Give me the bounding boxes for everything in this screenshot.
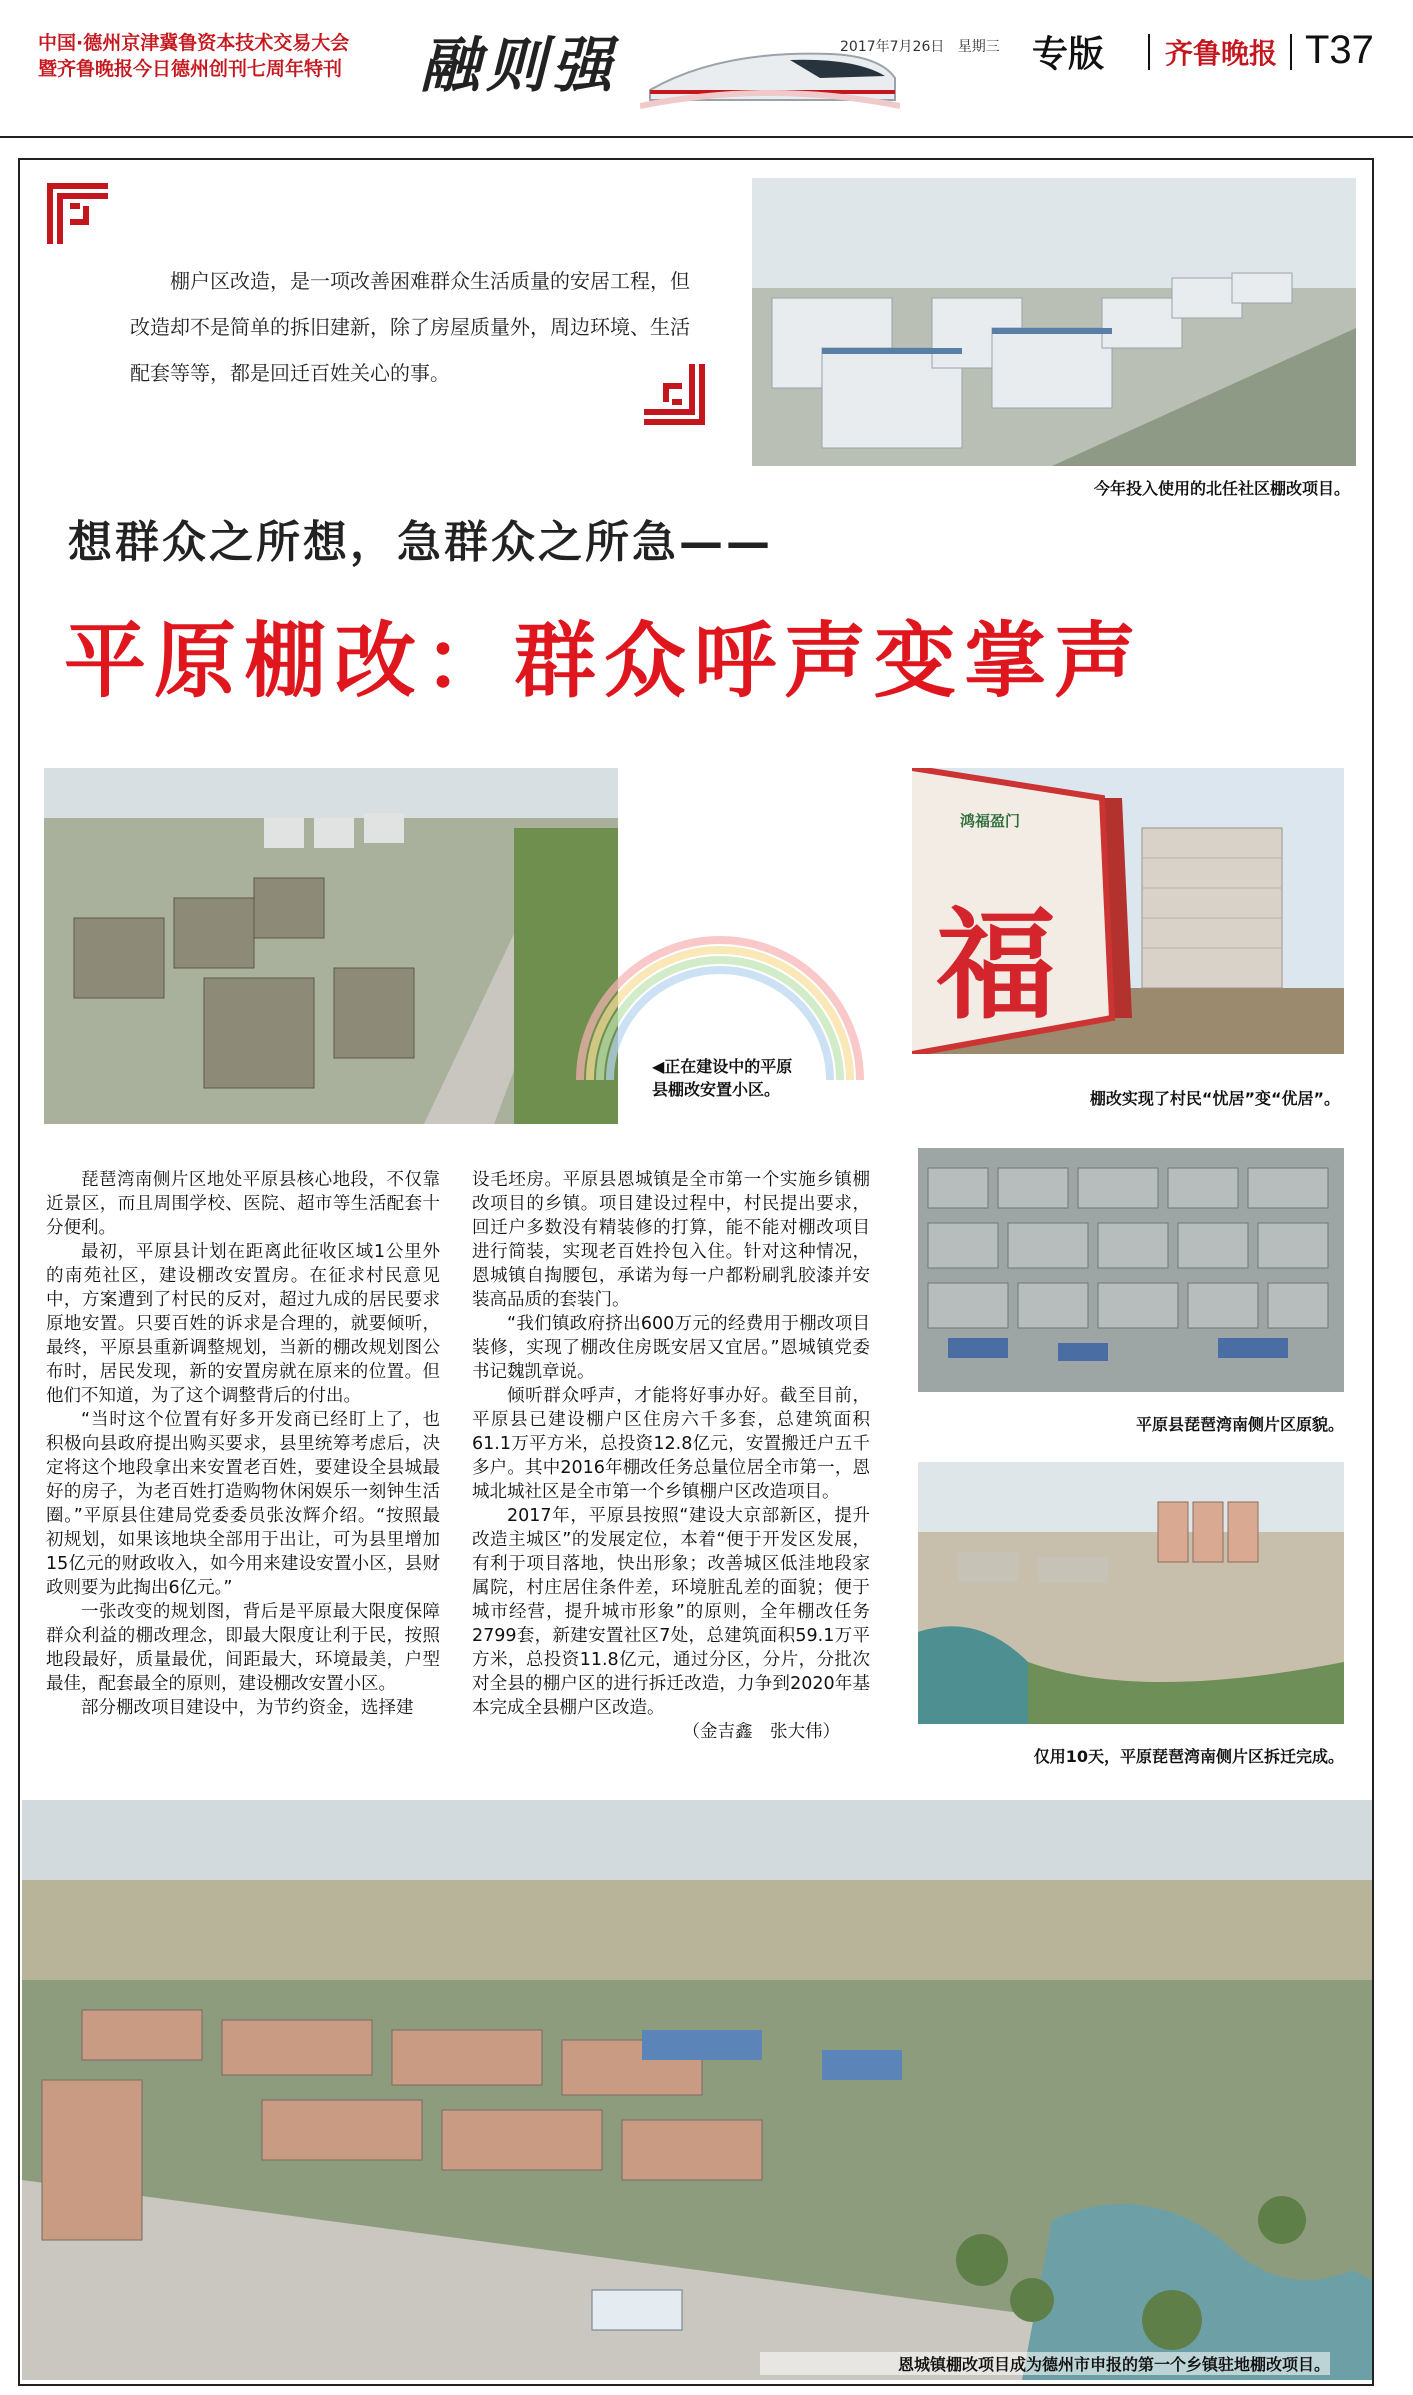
header-rule — [0, 136, 1413, 138]
high-speed-train-illustration — [640, 20, 900, 112]
article-column-2 — [472, 1168, 870, 1744]
caption-fu-wall: 棚改实现了村民“忧居”变“优居”。 — [1089, 1089, 1340, 1108]
header-logo: 融则强 — [420, 31, 618, 101]
section-title: 专版 — [1032, 34, 1105, 75]
header-divider — [1148, 34, 1150, 70]
caption-demolition: 仅用10天，平原琵琶湾南侧片区拆迁完成。 — [1033, 1747, 1344, 1766]
article-paragraph: 2017年，平原县按照“建设大京部新区，提升改造主城区”的发展定位，本着“便于开发区发展，有利于项目落地，快出形象；改善城区低洼地段家属院，村庄居住条件差，环境脏乱差的面貌；便于城市经营，提升城市形象”的原则，全年棚改任务2799套，新建安置社区7处，总建筑面积59.1万平方米，总投资11.8亿元，通过分区，分片，分批次对全县的棚户区的进行拆迁改造，力争到2020年基本完成全县棚户区改造。 — [472, 1506, 870, 1718]
issue-weekday: 星期三 — [957, 39, 1000, 55]
main-headline: 平原棚改：群众呼声变掌声 — [64, 614, 1145, 709]
kicker-headline: 想群众之所想，急群众之所急—— — [68, 517, 773, 568]
photo-old-town — [918, 1148, 1344, 1392]
wall-sign: 鸿福盈门 — [960, 812, 1021, 830]
newspaper-name: 齐鲁晚报 — [1165, 37, 1278, 70]
caption-top-right: 今年投入使用的北任社区棚改项目。 — [1093, 479, 1350, 498]
article-paragraph: 部分棚改项目建设中，为节约资金，选择建 — [81, 1698, 414, 1718]
article-paragraph: 倾听群众呼声，才能将好事办好。截至目前，平原县已建设棚户区住房六千多套，总建筑面积61.1万平方米，总投资12.8亿元，安置搬迁户五千多户。其中2016年棚改任务总量位居全市第一，恩城北城社区是全市第一个乡镇棚户区改造项目。 — [472, 1386, 870, 1502]
article-paragraph: 最初，平原县计划在距离此征收区域1公里外的南苑社区，建设棚改安置房。在征求村民意见中，方案遭到了村民的反对，超过九成的居民要求原地安置。只要百姓的诉求是合理的，就要倾听，最终，平原县重新调整规划，当新的棚改规划图公布时，居民发现，新的安置房就在原来的位置。但他们不知道，为了这个调整背后的付出。 — [46, 1242, 440, 1406]
header-line-1: 中国·德州京津冀鲁资本技术交易大会 — [38, 32, 350, 54]
photo-beiren-community — [752, 178, 1356, 466]
article-column-1 — [46, 1168, 440, 1720]
rainbow-decoration — [560, 880, 880, 1080]
article-paragraph: 琵琶湾南侧片区地处平原县核心地段，不仅靠近景区，而且周围学校、医院、超市等生活配套十分便利。 — [46, 1170, 440, 1238]
header-event-title — [38, 30, 349, 82]
intro-text: 棚户区改造，是一项改善困难群众生活质量的安居工程，但改造却不是简单的拆旧建新，除了房屋质量外，周边环境、生活配套等等，都是回迁百姓关心的事。 — [130, 269, 690, 385]
caption-construction-line-1: ◀正在建设中的平原 — [652, 1057, 793, 1076]
fu-character: 福 — [936, 895, 1056, 1036]
header-divider — [1290, 34, 1292, 70]
article-paragraph: “当时这个位置有好多开发商已经盯上了，也积极向县政府提出购买要求，县里统筹考虑后，决定将这个地段拿出来安置老百姓，要建设全县城最好的房子，为老百姓打造购物休闲娱乐一刻钟生活圈。”平原县住建局党委委员张汝辉介绍。“按照最初规划，如果该地块全部用于出让，可为县里增加15亿元的财政收入，如今用来建设安置小区，县财政则要为此掏出6亿元。” — [46, 1410, 440, 1598]
photo-demolition — [918, 1462, 1344, 1724]
article-paragraph: 一张改变的规划图，背后是平原最大限度保障群众利益的棚改理念，即最大限度让利于民，按照地段最好，质量最优，间距最大，环境最美，户型最佳，配套最全的原则，建设棚改安置小区。 — [46, 1602, 440, 1694]
issue-date: 2017年7月26日 星期三 — [840, 39, 1000, 55]
caption-construction-line-2: 县棚改安置小区。 — [652, 1080, 781, 1099]
photo-encheng-aerial — [22, 1800, 1372, 2380]
article-byline: （金吉鑫 张大伟） — [682, 1722, 840, 1742]
photo-construction-site — [44, 768, 618, 1124]
article-paragraph: 设毛坯房。平原县恩城镇是全市第一个实施乡镇棚改项目的乡镇。项目建设过程中，村民提出要求，回迁户多数没有精装修的打算，能不能对棚改项目进行简装，实现老百姓拎包入住。针对这种情况，恩城镇自掏腰包，承诺为每一户都粉刷乳胶漆并安装高品质的套装门。 — [472, 1170, 870, 1310]
header-line-2: 暨齐鲁晚报今日德州创刊七周年特刊 — [38, 58, 343, 80]
caption-bottom: 恩城镇棚改项目成为德州市申报的第一个乡镇驻地棚改项目。 — [760, 2352, 1330, 2375]
page-number: T37 — [1305, 28, 1374, 72]
caption-construction — [652, 1054, 792, 1100]
corner-ornament-icon — [46, 182, 112, 248]
caption-old-town: 平原县琵琶湾南侧片区原貌。 — [1135, 1415, 1344, 1434]
article-paragraph: “我们镇政府挤出600万元的经费用于棚改项目装修，实现了棚改住房既安居又宜居。”恩城镇党委书记魏凯章说。 — [472, 1314, 870, 1382]
